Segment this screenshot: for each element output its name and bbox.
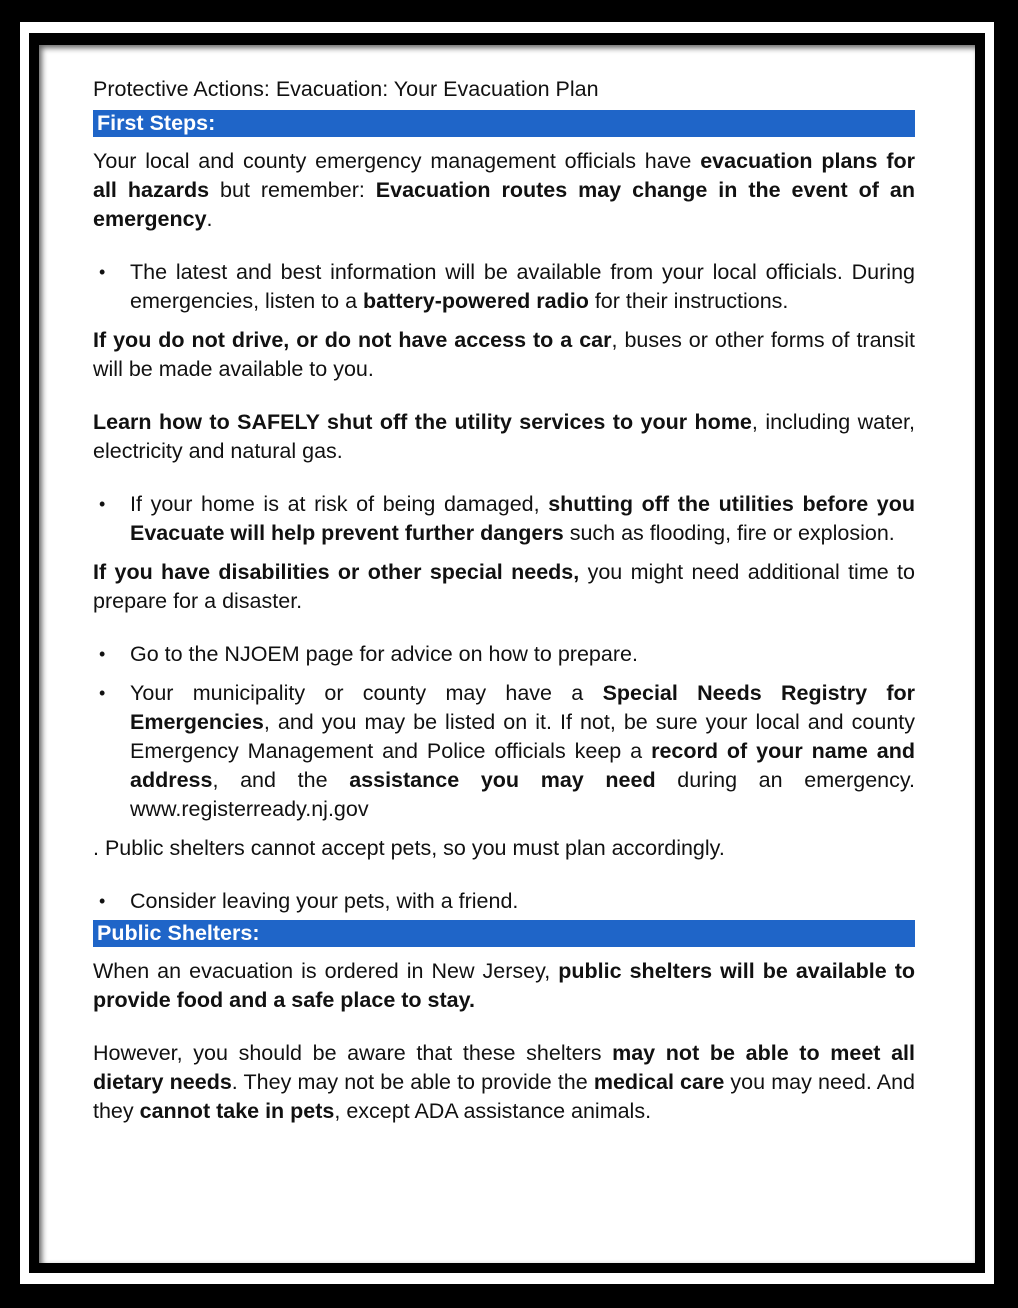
bullet-list-pets — [93, 887, 915, 916]
document-page — [39, 45, 975, 1263]
utility-paragraph: Learn how to SAFELY shut off the utility services to your home, including water, electricity and natural gas. — [93, 410, 915, 463]
page-title: Protective Actions: Evacuation: Your Evacuation Plan — [93, 77, 599, 101]
list-item: • The latest and best information will be available from your local officials. During emergencies, listen to a battery-powered radio for their instructions. — [93, 258, 915, 316]
special-needs-paragraph: If you have disabilities or other special needs, you might need additional time to prepare for a disaster. — [93, 560, 915, 613]
intro-paragraph: Your local and county emergency management officials have evacuation plans for all hazards but remember: Evacuation routes may change in the event of an emergency. — [93, 149, 916, 231]
document-content — [93, 75, 915, 1126]
list-item: • Consider leaving your pets, with a friend. — [93, 887, 915, 916]
bullet-list-special-needs — [93, 640, 915, 824]
bullet-list-info — [93, 258, 915, 316]
section-heading-first-steps: First Steps: — [93, 110, 915, 137]
list-item: • Go to the NJOEM page for advice on how to prepare. — [93, 640, 915, 669]
shelters-limitations-paragraph: However, you should be aware that these shelters may not be able to meet all dietary needs. They may not be able to provide the medical care you may need. And they cannot take in pets, except ADA assistance animals. — [93, 1041, 916, 1123]
bullet-list-utilities — [93, 490, 915, 548]
list-item: • Your municipality or county may have a Special Needs Registry for Emergencies, and you may be listed on it. If not, be sure your local and county Emergency Management and Police officials keep a record of your name and address, and the assistance you may need during an emergency. www.registerready.nj.gov — [93, 679, 915, 824]
transit-paragraph: If you do not drive, or do not have access to a car, buses or other forms of transit will be made available to you. — [93, 328, 915, 381]
pets-paragraph: . Public shelters cannot accept pets, so you must plan accordingly. — [93, 836, 725, 860]
list-item: • If your home is at risk of being damaged, shutting off the utilities before you Evacuate will help prevent further dangers such as flooding, fire or explosion. — [93, 490, 915, 548]
shelters-paragraph: When an evacuation is ordered in New Jersey, public shelters will be available to provide food and a safe place to stay. — [93, 959, 915, 1012]
section-heading-public-shelters: Public Shelters: — [93, 920, 915, 947]
